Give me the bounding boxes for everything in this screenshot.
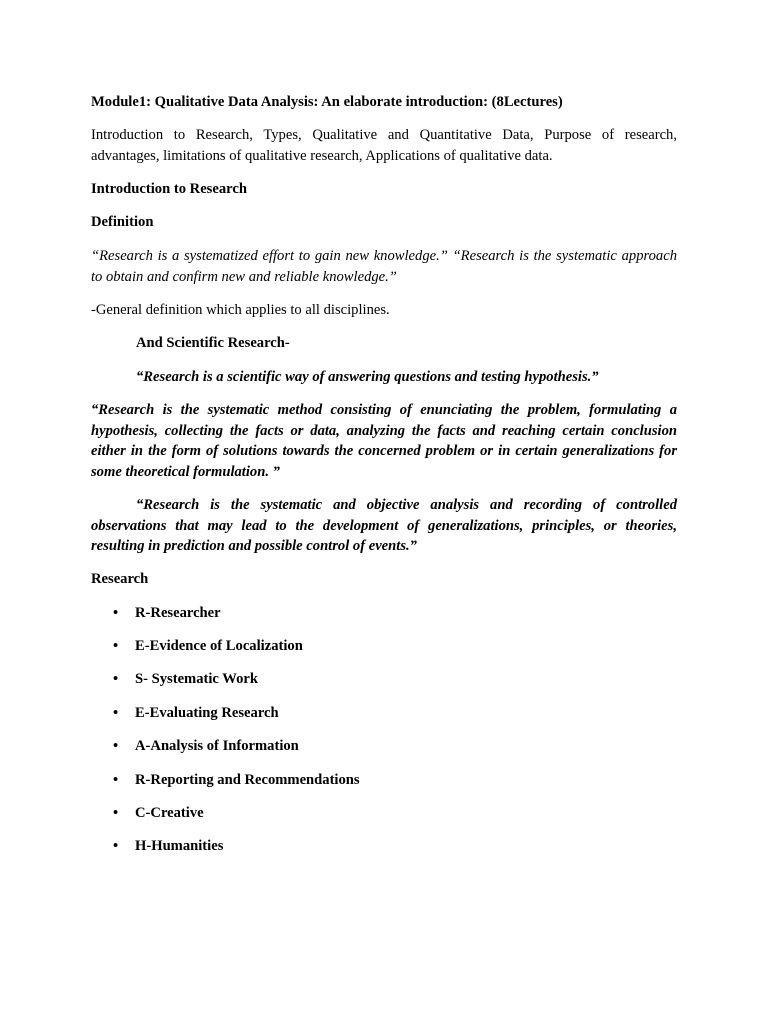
list-item-text: R-Reporting and Recommendations [135,772,360,788]
section-heading-introduction: Introduction to Research [91,181,247,197]
list-item [113,603,221,624]
list-item-text: C-Creative [135,805,204,821]
bullet-icon: • [113,772,119,788]
list-item [113,736,299,757]
intro-paragraph: Introduction to Research, Types, Qualitative and Quantitative Data, Purpose of research, advantages, limitations of qualitative research, Applications of qualitative data. [91,127,677,164]
list-item [113,803,204,824]
bullet-icon: • [113,605,119,621]
list-item [113,669,258,690]
list-item [113,770,360,791]
module-heading: Module1: Qualitative Data Analysis: An elaborate introduction: (8Lectures) [91,94,563,110]
list-item [113,836,223,857]
definition-heading: Definition [91,214,154,230]
general-definition-note: -General definition which applies to all disciplines. [91,302,390,318]
list-item [113,636,303,657]
research-heading: Research [91,571,149,587]
bullet-icon: • [113,705,119,721]
bullet-icon: • [113,738,119,754]
bullet-icon: • [113,805,119,821]
list-item-text: E-Evidence of Localization [135,638,303,654]
list-item-text: A-Analysis of Information [135,738,299,754]
list-item-text: E-Evaluating Research [135,705,279,721]
list-item [113,703,279,724]
definition-quote: “Research is a systematized effort to gain new knowledge.” “Research is the systematic approach to obtain and confirm new and reliable knowledge.” [91,248,677,285]
scientific-research-heading: And Scientific Research- [136,335,290,351]
bullet-icon: • [113,671,119,687]
list-item-text: H-Humanities [135,838,224,854]
bullet-icon: • [113,838,119,854]
scientific-quote-1: “Research is a scientific way of answering questions and testing hypothesis.” [136,369,599,385]
scientific-quote-2: “Research is the systematic method consisting of enunciating the problem, formulating a hypothesis, collecting the facts or data, analyzing the facts and reaching certain conclusion either in the form of solutions towards the concerned problem or in certain generalizations for some theoretical formulation. ” [91,402,677,480]
bullet-icon: • [113,638,119,654]
list-item-text: R-Researcher [135,605,221,621]
list-item-text: S- Systematic Work [135,671,258,687]
scientific-quote-3: “Research is the systematic and objective analysis and recording of controlled observations that may lead to the development of generalizations, principles, or theories, resulting in prediction and possible control of events.” [91,497,677,554]
